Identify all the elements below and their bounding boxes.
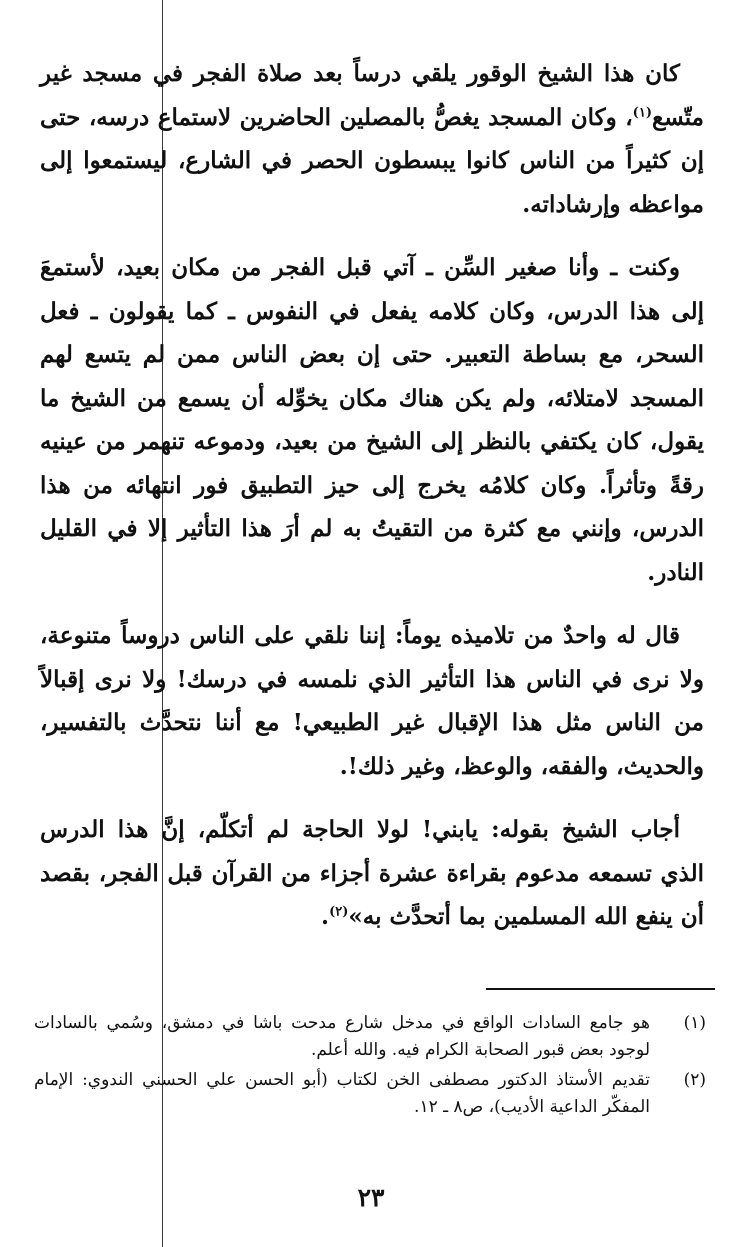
main-text — [40, 52, 704, 959]
paragraph-text: كان هذا الشيخ الوقور يلقي درساً بعد صلاة الفجر في مسجد غير متّسع — [40, 60, 704, 131]
paragraph — [40, 808, 704, 939]
paragraph — [40, 614, 704, 788]
footnote — [34, 1010, 706, 1064]
footnote-ref: (١) — [632, 104, 652, 120]
footnote-number: (١) — [683, 1013, 706, 1033]
footnote-separator — [486, 988, 715, 990]
footnote-ref: (٢) — [329, 904, 349, 920]
footnote-text: هو جامع السادات الواقع في مدخل شارع مدحت باشا في دمشق، وسُمي بالسادات لوجود بعض قبور الصحابة الكرام فيه. والله أعلم. — [34, 1013, 650, 1060]
footnote-number: (٢) — [683, 1070, 706, 1090]
paragraph-text: أجاب الشيخ بقوله: يابني! لولا الحاجة لم أتكلّم، إنَّ هذا الدرس الذي تسمعه مدعوم بقراءة عشرة أجزاء من القرآن قبل الفجر، بقصد أن ينفع الله المسلمين بما أتحدَّث به» — [40, 816, 704, 930]
footnote-text: تقديم الأستاذ الدكتور مصطفى الخن لكتاب (أبو الحسن علي الحسني الندوي: الإمام المفكّر الداعية الأديب)، ص٨ ـ ١٢. — [34, 1070, 650, 1117]
footnote — [34, 1067, 706, 1121]
paragraph — [40, 246, 704, 594]
paragraph-text: وكنت ـ وأنا صغير السِّن ـ آتي قبل الفجر من مكان بعيد، لأستمعَ إلى هذا الدرس، وكان كلامه يفعل في النفوس ـ كما يقولون ـ فعل السحر، مع بساطة التعبير. حتى إن بعض الناس ممن لم يتسع لهم المسجد لامتلائه، ولم يكن هناك مكان يخوِّله أن يسمع من الشيخ ما يقول، كان يكتفي بالنظر إلى الشيخ من بعيد، ودموعه تنهمر من عينيه رقةً وتأثراً. وكان كلامُه يخرج إلى حيز التطبيق فور انتهائه من هذا الدرس، وإنني مع كثرة من التقيتُ به لم أرَ هذا التأثير إلا في القليل النادر. — [40, 254, 704, 586]
paragraph-text: ، وكان المسجد يغصُّ بالمصلين الحاضرين لاستماع درسه، حتى إن كثيراً من الناس كانوا يبسطون الحصر في الشارع، ليستمعوا إلى مواعظه وإرشاداته. — [40, 103, 704, 218]
page-number: ٢٣ — [357, 1183, 385, 1212]
footnotes-section — [34, 1010, 706, 1124]
paragraph — [40, 52, 704, 226]
paragraph-text: . — [321, 903, 330, 930]
paragraph-text: قال له واحدٌ من تلاميذه يوماً: إننا نلقي على الناس دروساً متنوعة، ولا نرى في الناس هذا التأثير الذي نلمسه في درسك! ولا نرى إقبالاً من الناس مثل هذا الإقبال غير الطبيعي! مع أننا نتحدَّث بالتفسير، والحديث، والفقه، والوعظ، وغير ذلك!. — [40, 622, 704, 780]
